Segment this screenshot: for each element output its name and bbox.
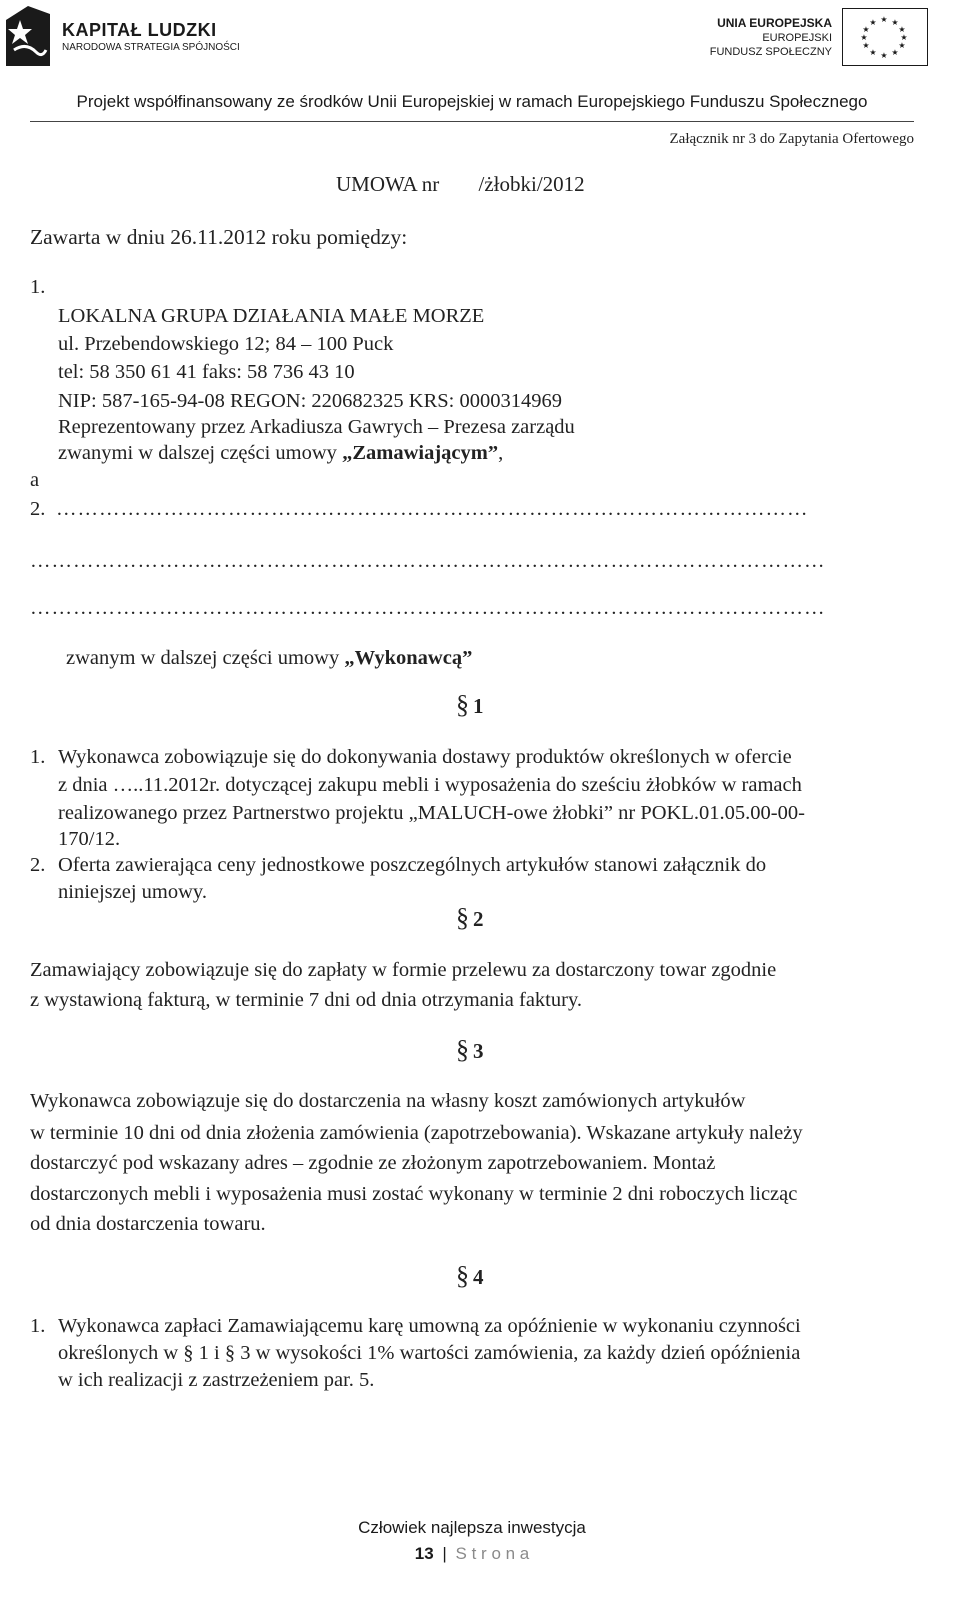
party-1-role-name: „Zamawiającym” bbox=[342, 442, 499, 464]
item-number: 1. bbox=[30, 1315, 46, 1337]
svg-text:★: ★ bbox=[880, 15, 888, 24]
conjunction: a bbox=[30, 469, 40, 491]
party-1-role bbox=[58, 438, 503, 468]
section-number: 3 bbox=[473, 1039, 484, 1063]
eu-line-3: FUNDUSZ SPOŁECZNY bbox=[709, 46, 832, 58]
item-line: Oferta zawierająca ceny jednostkowe poszczególnych artykułów stanowi załącznik do bbox=[58, 854, 767, 876]
contract-title bbox=[336, 172, 585, 197]
party-2-role-prefix: zwanym w dalszej części umowy bbox=[66, 647, 345, 669]
party-2-blank-2: ………………………………………………………………………………………………… bbox=[30, 550, 826, 572]
svg-text:★: ★ bbox=[860, 33, 868, 42]
paragraph-line: od dnia dostarczenia towaru. bbox=[30, 1213, 266, 1235]
item-line: określonych w § 1 i § 3 w wysokości 1% wartości zamówienia, za każdy dzień opóźnienia bbox=[58, 1342, 801, 1364]
item-number: 2. bbox=[30, 854, 46, 876]
kl-title: KAPITAŁ LUDZKI bbox=[62, 20, 217, 40]
eu-line-2: EUROPEJSKI bbox=[762, 32, 832, 44]
party-1-ids: NIP: 587-165-94-08 REGON: 220682325 KRS: 0000314969 bbox=[58, 390, 562, 412]
page-number: 13 bbox=[414, 1544, 434, 1563]
party-1-number: 1. bbox=[30, 276, 46, 298]
paragraph-line: w terminie 10 dni od dnia złożenia zamówienia (zapotrzebowania). Wskazane artykuły należy bbox=[30, 1122, 803, 1144]
item-line: niniejszej umowy. bbox=[58, 881, 207, 903]
page-word: S t r o n a bbox=[455, 1544, 530, 1563]
party-1-phone: tel: 58 350 61 41 faks: 58 736 43 10 bbox=[58, 361, 355, 383]
svg-text:★: ★ bbox=[869, 18, 877, 27]
party-2-role-name: „Wykonawcą” bbox=[344, 647, 473, 669]
party-1-address: ul. Przebendowskiego 12; 84 – 100 Puck bbox=[58, 333, 394, 355]
kapital-ludzki-logo bbox=[6, 6, 50, 66]
section-number: 2 bbox=[473, 907, 484, 931]
contract-title-label: UMOWA nr bbox=[336, 172, 440, 196]
svg-text:★: ★ bbox=[880, 51, 888, 60]
item-number: 1. bbox=[30, 746, 46, 768]
project-line: Projekt współfinansowany ze środków Unii Europejskiej w ramach Europejskiego Funduszu Społecznego bbox=[76, 92, 868, 111]
section-2-heading bbox=[456, 903, 484, 933]
party-2-role bbox=[66, 643, 472, 673]
svg-text:★: ★ bbox=[891, 48, 899, 57]
section-number: 1 bbox=[473, 694, 484, 718]
eu-line-1: UNIA EUROPEJSKA bbox=[717, 16, 832, 30]
party-1-role-suffix: , bbox=[498, 442, 504, 464]
item-line: z dnia …..11.2012r. dotyczącej zakupu mebli i wyposażenia do sześciu żłobków w ramach bbox=[58, 774, 802, 796]
paragraph-line: Zamawiający zobowiązuje się do zapłaty w formie przelewu za dostarczony towar zgodnie bbox=[30, 959, 777, 981]
section-4-heading bbox=[456, 1261, 484, 1291]
svg-text:★: ★ bbox=[891, 18, 899, 27]
section-1-heading bbox=[456, 690, 484, 720]
svg-text:★: ★ bbox=[898, 25, 906, 34]
eu-flag-icon bbox=[842, 8, 928, 66]
section-number: 4 bbox=[473, 1265, 484, 1289]
footer-slogan: Człowiek najlepsza inwestycja bbox=[358, 1518, 586, 1537]
item-line: Wykonawca zapłaci Zamawiającemu karę umowną za opóźnienie w wykonaniu czynności bbox=[58, 1315, 801, 1337]
party-1-representative: Reprezentowany przez Arkadiusza Gawrych – Prezesa zarządu bbox=[58, 416, 575, 438]
party-2-number: 2. bbox=[30, 498, 46, 520]
party-1-role-prefix: zwanymi w dalszej części umowy bbox=[58, 442, 343, 464]
paragraph-line: z wystawioną fakturą, w terminie 7 dni od dnia otrzymania faktury. bbox=[30, 989, 582, 1011]
item-line: realizowanego przez Partnerstwo projektu „MALUCH-owe żłobki” nr POKL.01.05.00-00- bbox=[58, 802, 805, 824]
party-2-blank-3: ………………………………………………………………………………………………… bbox=[30, 597, 826, 619]
section-mark: § bbox=[456, 690, 469, 719]
item-line: Wykonawca zobowiązuje się do dokonywania dostawy produktów określonych w ofercie bbox=[58, 746, 792, 768]
section-mark: § bbox=[456, 903, 469, 932]
page-separator: | bbox=[442, 1544, 447, 1563]
item-line: w ich realizacji z zastrzeżeniem par. 5. bbox=[58, 1369, 375, 1391]
paragraph-line: Wykonawca zobowiązuje się do dostarczenia na własny koszt zamówionych artykułów bbox=[30, 1090, 746, 1112]
attachment-note: Załącznik nr 3 do Zapytania Ofertowego bbox=[669, 131, 914, 147]
section-3-heading bbox=[456, 1035, 484, 1065]
svg-text:★: ★ bbox=[862, 41, 870, 50]
party-2-blank-1: …………………………………………………………………………………………… bbox=[56, 498, 809, 520]
svg-text:★: ★ bbox=[869, 48, 877, 57]
contract-number: /żłobki/2012 bbox=[478, 172, 585, 196]
svg-text:★: ★ bbox=[900, 33, 908, 42]
page-number-line bbox=[0, 1544, 944, 1564]
party-1-name: LOKALNA GRUPA DZIAŁANIA MAŁE MORZE bbox=[58, 305, 485, 327]
header-divider bbox=[30, 121, 914, 122]
item-line: 170/12. bbox=[58, 828, 121, 850]
intro-line: Zawarta w dniu 26.11.2012 roku pomiędzy: bbox=[30, 225, 408, 249]
paragraph-line: dostarczonych mebli i wyposażenia musi zostać wykonany w terminie 2 dni roboczych licząc bbox=[30, 1183, 798, 1205]
kl-subtitle: NARODOWA STRATEGIA SPÓJNOŚCI bbox=[62, 42, 240, 53]
svg-text:★: ★ bbox=[862, 25, 870, 34]
section-mark: § bbox=[456, 1035, 469, 1064]
paragraph-line: dostarczyć pod wskazany adres – zgodnie ze złożonym zapotrzebowaniem. Montaż bbox=[30, 1152, 716, 1174]
svg-text:★: ★ bbox=[898, 41, 906, 50]
section-mark: § bbox=[456, 1261, 469, 1290]
